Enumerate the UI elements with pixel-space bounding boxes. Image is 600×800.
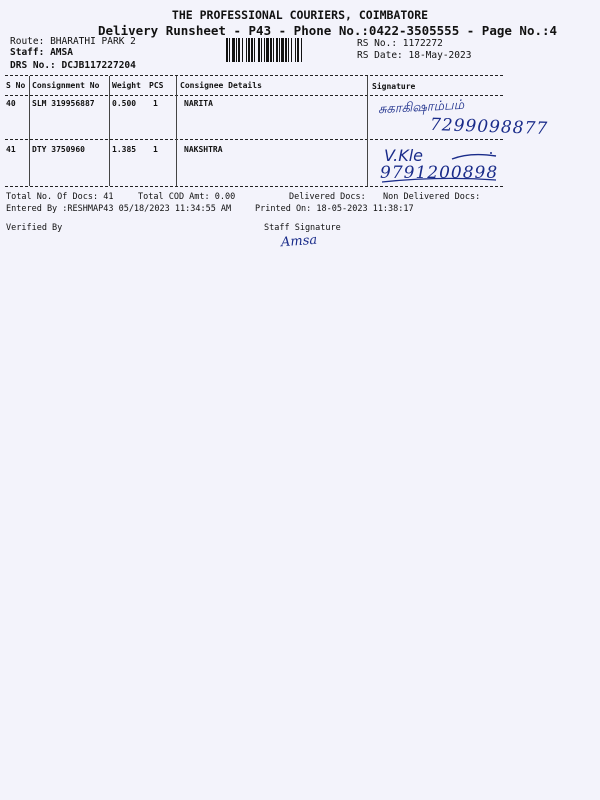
- rs-date-label: RS Date:: [357, 50, 403, 61]
- drs-line: [10, 60, 136, 71]
- staff-signature-label: Staff Signature: [264, 223, 341, 233]
- total-cod-amount: Total COD Amt: 0.00: [138, 192, 236, 202]
- staff-label: Staff:: [10, 47, 45, 58]
- entered-by: Entered By :RESHMAP43 05/18/2023 11:34:55 AM: [6, 204, 232, 214]
- signature-phone-41: 9791200898: [380, 163, 499, 183]
- route-value: BHARATHI PARK 2: [50, 36, 136, 47]
- rs-no-label: RS No.:: [357, 38, 398, 49]
- signature-handwriting-41: V.Kle: [384, 146, 423, 165]
- rs-no-line: [357, 38, 443, 49]
- signature-underline-icon: [380, 176, 500, 186]
- table-row-pcs: 1: [153, 99, 158, 108]
- staff-value: AMSA: [50, 47, 73, 58]
- table-row-pcs: 1: [153, 145, 158, 154]
- col-header-consignment: Consignment No: [32, 81, 100, 90]
- table-row-sno: 41: [6, 145, 16, 154]
- table-bottom-rule: [5, 186, 503, 187]
- table-header-rule: [5, 95, 503, 96]
- table-row-weight: 1.385: [112, 145, 137, 154]
- staff-signature-scrawl: Amsa: [280, 232, 318, 251]
- signature-stroke-icon: [450, 150, 500, 164]
- col-divider: [29, 76, 30, 186]
- col-header-pcs: PCS: [149, 81, 164, 90]
- staff-line: [10, 47, 73, 58]
- table-row-consignee: NAKSHTRA: [184, 145, 223, 154]
- route-label: Route:: [10, 36, 45, 47]
- barcode-icon: [226, 38, 352, 62]
- table-row-weight: 0.500: [112, 99, 137, 108]
- signature-handwriting-40: சுகாகிஷாம்பம்: [377, 97, 465, 118]
- rs-date-line: [357, 50, 471, 61]
- col-header-signature: Signature: [372, 82, 416, 91]
- col-divider: [367, 76, 368, 186]
- route-line: [10, 36, 136, 47]
- signature-phone-40: 7299098877: [429, 114, 549, 140]
- table-row-consignee: NARITA: [184, 99, 213, 108]
- table-row-consignment: SLM 319956887: [32, 99, 95, 108]
- col-divider: [176, 76, 177, 186]
- col-header-sno: S No: [6, 81, 26, 90]
- table-row-sno: 40: [6, 99, 16, 108]
- total-docs: Total No. Of Docs: 41: [6, 192, 114, 202]
- col-divider: [109, 76, 110, 186]
- table-row-consignment: DTY 3750960: [32, 145, 85, 154]
- barcode-image: [226, 38, 352, 62]
- company-name: THE PROFESSIONAL COURIERS, COIMBATORE: [171, 8, 429, 22]
- col-header-consignee: Consignee Details: [180, 81, 262, 90]
- col-header-weight: Weight: [112, 81, 141, 90]
- non-delivered-docs: Non Delivered Docs:: [383, 192, 481, 202]
- row-divider: [5, 139, 503, 140]
- drs-label: DRS No.:: [10, 60, 56, 71]
- printed-on: Printed On: 18-05-2023 11:38:17: [255, 204, 414, 214]
- drs-value: DCJB117227204: [61, 60, 136, 71]
- runsheet-subtitle: Delivery Runsheet - P43 - Phone No.:0422-3505555 - Page No.:4: [98, 23, 558, 38]
- rs-no-value: 1172272: [402, 38, 443, 49]
- table-top-rule: [5, 75, 503, 76]
- delivered-docs: Delivered Docs:: [289, 192, 366, 202]
- verified-by-label: Verified By: [6, 223, 63, 233]
- rs-date-value: 18-May-2023: [408, 50, 472, 61]
